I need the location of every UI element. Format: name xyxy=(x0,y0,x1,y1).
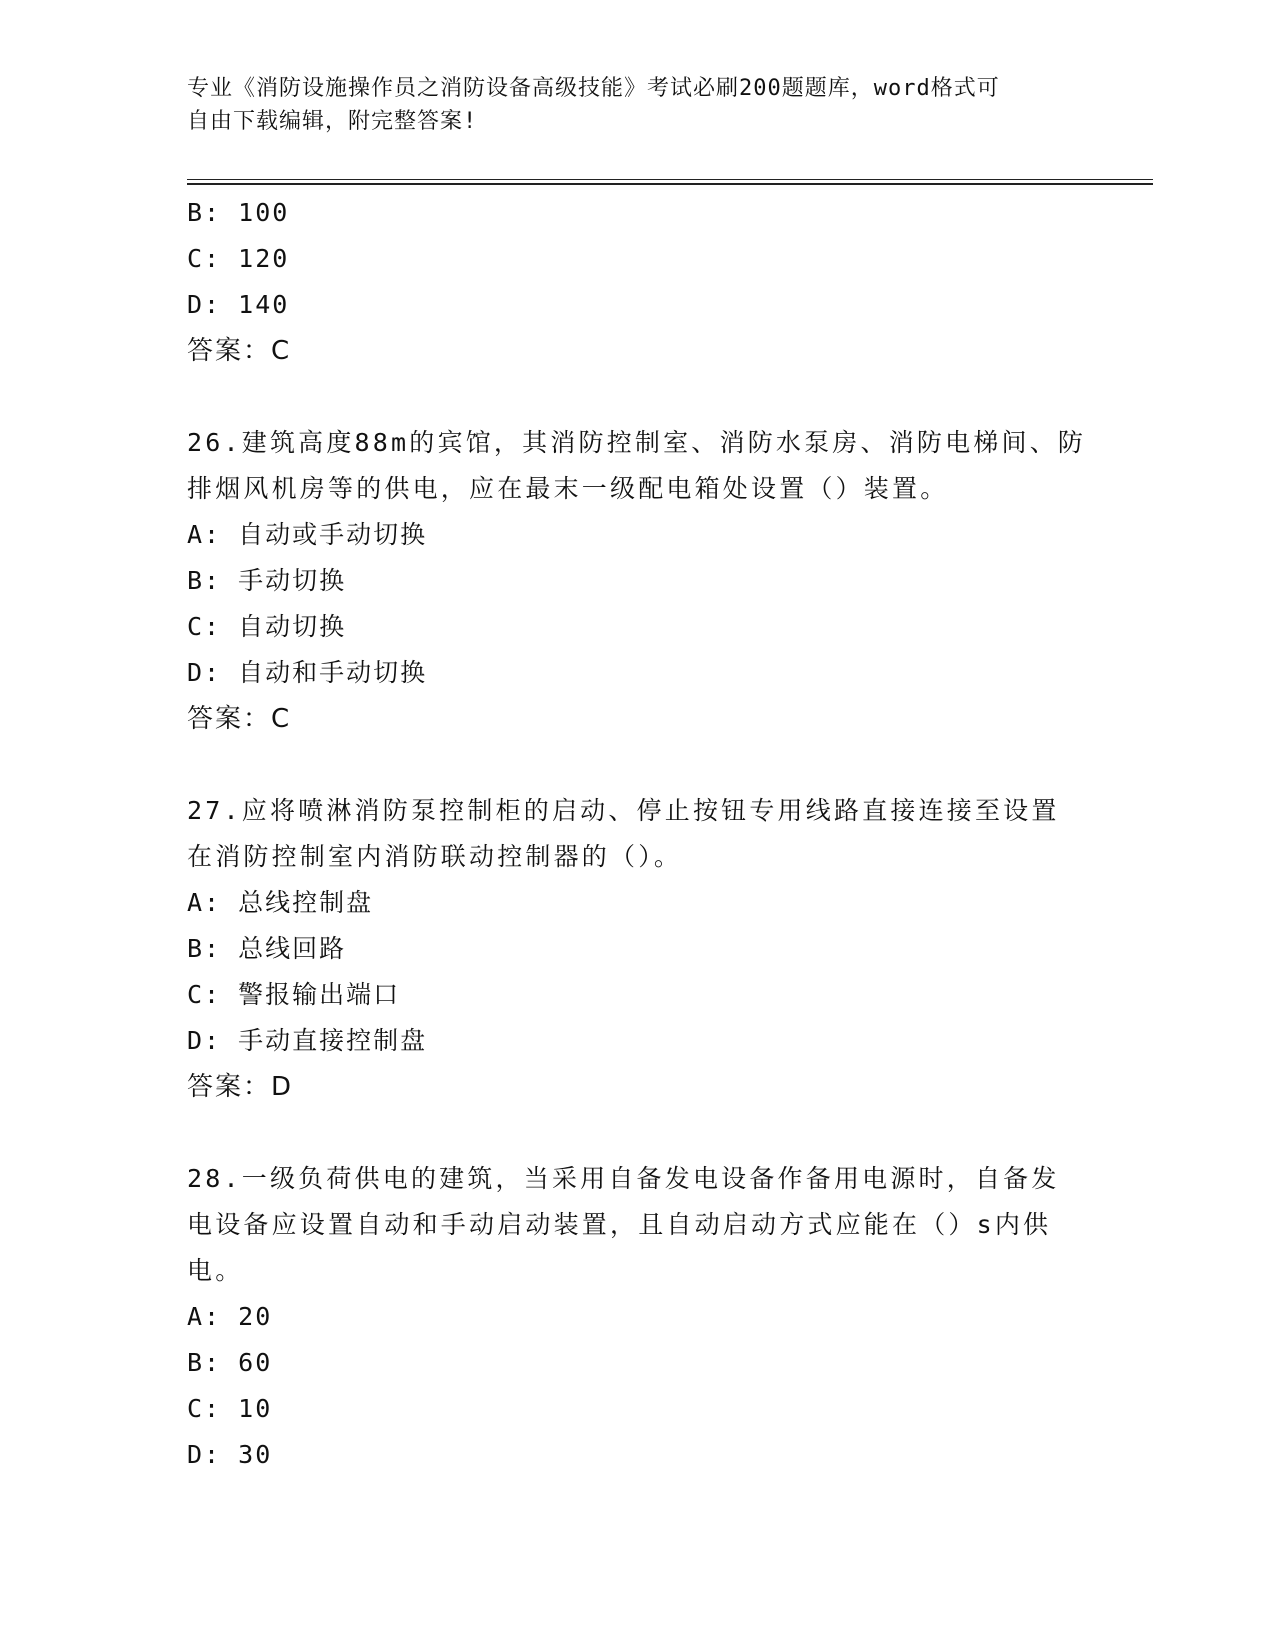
option-c: C: 120 xyxy=(187,244,290,273)
header-line-1: 专业《消防设施操作员之消防设备高级技能》考试必刷200题题库，word格式可 xyxy=(187,76,1000,101)
answer-line: 答案：D xyxy=(187,1072,294,1102)
previous-question-tail xyxy=(187,190,1087,374)
question-text: 28.一级负荷供电的建筑，当采用自备发电设备作备用电源时，自备发电设备应设置自动和手动启动装置，且自动启动方式应能在（）s内供电。 xyxy=(187,1164,1060,1285)
question-text: 26.建筑高度88m的宾馆，其消防控制室、消防水泵房、消防电梯间、防排烟风机房等的供电，应在最末一级配电箱处设置（）装置。 xyxy=(187,428,1087,503)
option-b: B: 总线回路 xyxy=(187,934,347,963)
document-header xyxy=(187,72,1067,138)
question-26 xyxy=(187,420,1087,742)
question-text: 27.应将喷淋消防泵控制柜的启动、停止按钮专用线路直接连接至设置在消防控制室内消防联动控制器的（）。 xyxy=(187,796,1060,871)
header-divider-thin xyxy=(187,179,1153,180)
option-d: D: 自动和手动切换 xyxy=(187,658,428,687)
document-body xyxy=(187,190,1087,1478)
option-a: A: 总线控制盘 xyxy=(187,888,374,917)
option-c: C: 10 xyxy=(187,1394,273,1423)
option-a: A: 20 xyxy=(187,1302,273,1331)
option-d: D: 140 xyxy=(187,290,290,319)
option-b: B: 手动切换 xyxy=(187,566,347,595)
option-c: C: 自动切换 xyxy=(187,612,347,641)
option-a: A: 自动或手动切换 xyxy=(187,520,428,549)
option-b: B: 60 xyxy=(187,1348,273,1377)
answer-line: 答案：C xyxy=(187,704,292,734)
header-line-2: 自由下载编辑，附完整答案! xyxy=(187,109,478,134)
option-c: C: 警报输出端口 xyxy=(187,980,401,1009)
answer-line: 答案：C xyxy=(187,336,292,366)
option-d: D: 30 xyxy=(187,1440,273,1469)
question-28 xyxy=(187,1156,1087,1478)
option-d: D: 手动直接控制盘 xyxy=(187,1026,428,1055)
option-b: B: 100 xyxy=(187,198,290,227)
question-27 xyxy=(187,788,1087,1110)
header-divider-thick xyxy=(187,183,1153,185)
